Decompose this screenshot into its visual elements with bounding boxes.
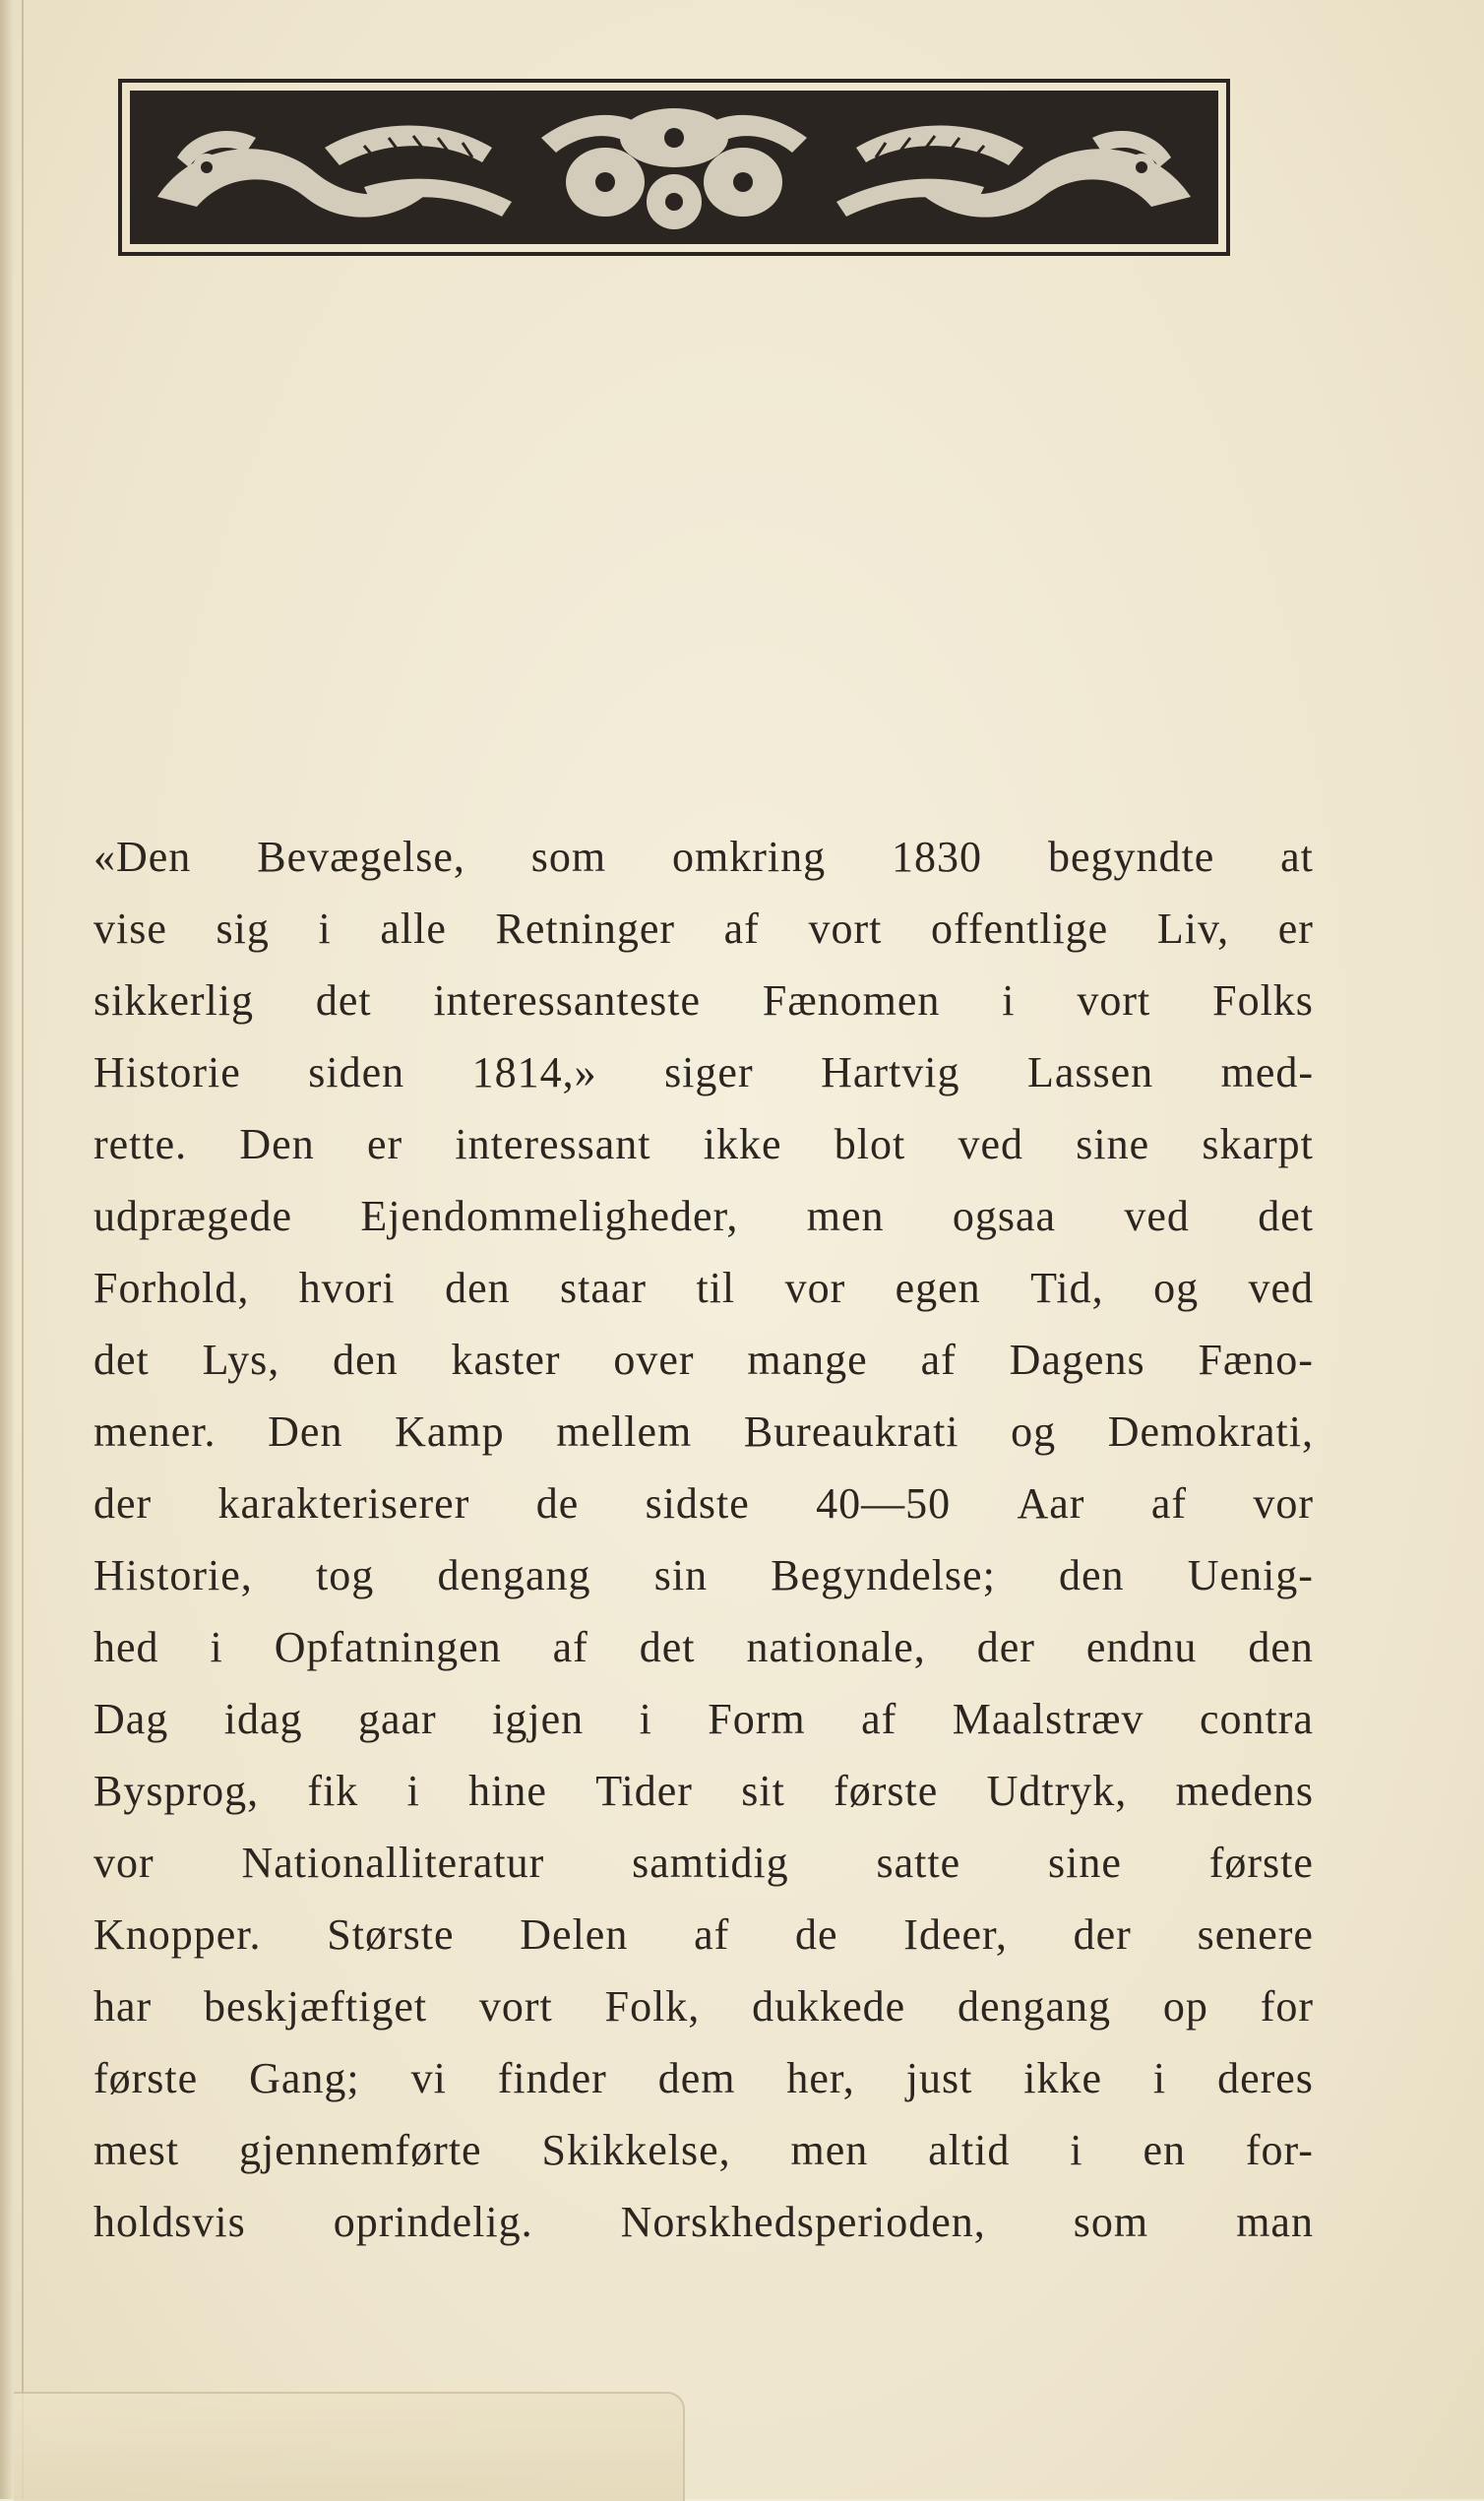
- word: sin: [653, 1551, 709, 1599]
- word: udprægede: [93, 1192, 293, 1240]
- word: oprindelig.: [333, 2198, 533, 2246]
- word: dukkede: [752, 1982, 906, 2031]
- word: ved: [1124, 1192, 1190, 1240]
- text-line: [93, 1119, 1314, 1191]
- text-line: [93, 1550, 1314, 1622]
- word: den: [445, 1264, 511, 1312]
- word: just: [905, 2054, 973, 2102]
- word: senere: [1197, 1910, 1314, 1959]
- word: det: [639, 1623, 696, 1671]
- word: som: [1073, 2198, 1149, 2246]
- word: vise: [93, 905, 167, 953]
- word: til: [696, 1264, 736, 1312]
- word: interessanteste: [433, 976, 702, 1025]
- word: kaster: [451, 1336, 561, 1384]
- word: i: [318, 905, 332, 953]
- word: ikke: [703, 1120, 782, 1168]
- word: samtidig: [632, 1839, 789, 1887]
- word: over: [613, 1336, 695, 1384]
- word: op: [1162, 1982, 1208, 2031]
- word: af: [920, 1336, 957, 1384]
- text-line: [93, 1407, 1314, 1478]
- word: vor: [784, 1264, 846, 1312]
- word: karakteriserer: [217, 1479, 470, 1528]
- word: begyndte: [1047, 833, 1215, 881]
- word: af: [694, 1910, 730, 1959]
- word: det: [93, 1336, 150, 1384]
- word: igjen: [492, 1695, 585, 1743]
- text-line: [93, 1694, 1314, 1766]
- word: vor: [93, 1839, 155, 1887]
- word: af: [723, 905, 760, 953]
- word: dengang: [958, 1982, 1112, 2031]
- word: 40—50: [816, 1479, 952, 1528]
- word: Begyndelse;: [771, 1551, 996, 1599]
- word: sidste: [645, 1479, 750, 1528]
- word: er: [366, 1120, 403, 1168]
- word: i: [406, 1767, 420, 1815]
- text-line: [93, 1981, 1314, 2053]
- word: men: [790, 2126, 869, 2174]
- word: sig: [216, 905, 270, 953]
- word: Historie,: [93, 1551, 253, 1599]
- word: sine: [1048, 1839, 1122, 1887]
- headpiece-svg: [118, 79, 1230, 256]
- word: siden: [308, 1048, 405, 1096]
- word: vi: [410, 2054, 447, 2102]
- word: hed: [93, 1623, 159, 1671]
- body-text: [93, 832, 1314, 2269]
- word: tog: [315, 1551, 375, 1599]
- word: finder: [497, 2054, 607, 2102]
- word: Lys,: [202, 1336, 280, 1384]
- word: for-: [1245, 2126, 1314, 2174]
- text-line: [93, 1622, 1314, 1694]
- word: Form: [708, 1695, 806, 1743]
- text-line: [93, 975, 1314, 1047]
- text-line: [93, 1191, 1314, 1263]
- word: rette.: [93, 1120, 188, 1168]
- word: deres: [1217, 2054, 1314, 2102]
- text-line: [93, 2053, 1314, 2125]
- word: de: [535, 1479, 580, 1528]
- word: den: [1248, 1623, 1314, 1671]
- text-line: [93, 1909, 1314, 1981]
- word: Opfatningen: [274, 1623, 502, 1671]
- word: medens: [1175, 1767, 1314, 1815]
- word: det: [1258, 1192, 1314, 1240]
- word: der: [1073, 1910, 1132, 1959]
- word: satte: [876, 1839, 961, 1887]
- word: Fæno-: [1198, 1336, 1314, 1384]
- word: ogsaa: [952, 1192, 1057, 1240]
- text-line: [93, 1838, 1314, 1909]
- word: interessant: [455, 1120, 651, 1168]
- word: Folk,: [604, 1982, 701, 2031]
- word: staar: [560, 1264, 648, 1312]
- word: er: [1277, 905, 1314, 953]
- word: Hartvig: [821, 1048, 960, 1096]
- word: Ejendommeligheder,: [360, 1192, 739, 1240]
- word: sit: [741, 1767, 785, 1815]
- word: siger: [664, 1048, 754, 1096]
- word: her,: [786, 2054, 855, 2102]
- word: den: [1059, 1551, 1125, 1599]
- word: omkring: [672, 833, 827, 881]
- word: de: [795, 1910, 838, 1959]
- word: første: [834, 1767, 939, 1815]
- word: og: [1011, 1407, 1057, 1456]
- text-line: [93, 1263, 1314, 1335]
- word: 1830: [892, 833, 983, 881]
- text-line: [93, 2125, 1314, 2197]
- headpiece-ornament-icon: [118, 79, 1230, 256]
- word: og: [1153, 1264, 1200, 1312]
- word: Dagens: [1009, 1336, 1145, 1384]
- word: blot: [834, 1120, 906, 1168]
- word: Fænomen: [762, 976, 941, 1025]
- word: Kamp: [395, 1407, 505, 1456]
- page-binding-edge: [0, 0, 14, 2499]
- word: holdsvis: [93, 2198, 246, 2246]
- word: mener.: [93, 1407, 216, 1456]
- word: mellem: [556, 1407, 693, 1456]
- word: der: [976, 1623, 1035, 1671]
- word: af: [552, 1623, 588, 1671]
- word: der: [93, 1479, 153, 1528]
- word: Demokrati,: [1107, 1407, 1314, 1456]
- word: egen: [895, 1264, 981, 1312]
- word: at: [1280, 833, 1314, 881]
- word: Norskhedsperioden,: [620, 2198, 986, 2246]
- word: mest: [93, 2126, 180, 2174]
- text-line: [93, 1047, 1314, 1119]
- word: Udtryk,: [986, 1767, 1128, 1815]
- word: i: [1070, 2126, 1083, 2174]
- word: man: [1236, 2198, 1314, 2246]
- word: Delen: [520, 1910, 629, 1959]
- word: altid: [928, 2126, 1011, 2174]
- word: skarpt: [1202, 1120, 1314, 1168]
- word: ved: [958, 1120, 1023, 1168]
- word: contra: [1199, 1695, 1314, 1743]
- word: har: [93, 1982, 153, 2031]
- word: hine: [468, 1767, 547, 1815]
- word: mange: [747, 1336, 868, 1384]
- word: Maalstræv: [952, 1695, 1144, 1743]
- text-line: [93, 904, 1314, 975]
- word: Den: [239, 1120, 315, 1168]
- text-line: [93, 2197, 1314, 2269]
- word: Knopper.: [93, 1910, 262, 1959]
- word: ved: [1248, 1264, 1314, 1312]
- word: Tid,: [1030, 1264, 1104, 1312]
- page-fold-corner: [14, 2392, 685, 2501]
- word: vort: [478, 1982, 553, 2031]
- word: fik: [307, 1767, 359, 1815]
- word: Uenig-: [1187, 1551, 1314, 1599]
- word: i: [1002, 976, 1016, 1025]
- word: i: [1152, 2054, 1167, 2102]
- word: Bureaukrati: [743, 1407, 959, 1456]
- word: Liv,: [1156, 905, 1230, 953]
- word: sikkerlig: [93, 976, 254, 1025]
- word: 1814,»: [471, 1048, 597, 1096]
- word: vort: [1077, 976, 1151, 1025]
- word: gjennemførte: [239, 2126, 482, 2174]
- word: endnu: [1085, 1623, 1198, 1671]
- word: gaar: [357, 1695, 437, 1743]
- word: Nationalliteratur: [241, 1839, 545, 1887]
- word: Den: [268, 1407, 343, 1456]
- word: af: [1150, 1479, 1187, 1528]
- word: «Den: [93, 833, 192, 881]
- word: Dag: [93, 1695, 169, 1743]
- word: Skikkelse,: [541, 2126, 731, 2174]
- word: Største: [327, 1910, 455, 1959]
- word: Aar: [1017, 1479, 1085, 1528]
- word: men: [806, 1192, 885, 1240]
- text-line: [93, 1335, 1314, 1407]
- word: Bevægelse,: [257, 833, 465, 881]
- word: første: [1208, 1839, 1314, 1887]
- word: ikke: [1023, 2054, 1102, 2102]
- word: dengang: [437, 1551, 591, 1599]
- text-line: [93, 1766, 1314, 1838]
- word: første: [93, 2054, 199, 2102]
- word: Tider: [595, 1767, 693, 1815]
- word: med-: [1220, 1048, 1314, 1096]
- text-line: [93, 832, 1314, 904]
- word: det: [315, 976, 372, 1025]
- word: i: [639, 1695, 652, 1743]
- word: offentlige: [930, 905, 1109, 953]
- word: idag: [223, 1695, 303, 1743]
- word: vort: [808, 905, 883, 953]
- page-margin-line: [22, 0, 24, 2499]
- word: Gang;: [249, 2054, 360, 2102]
- word: Ideer,: [903, 1910, 1008, 1959]
- word: hvori: [298, 1264, 396, 1312]
- word: dem: [657, 2054, 736, 2102]
- word: Historie: [93, 1048, 241, 1096]
- word: alle: [380, 905, 447, 953]
- word: vor: [1253, 1479, 1314, 1528]
- word: den: [333, 1336, 399, 1384]
- word: beskjæftiget: [204, 1982, 428, 2031]
- word: Retninger: [495, 905, 676, 953]
- word: Forhold,: [93, 1264, 250, 1312]
- word: sine: [1076, 1120, 1150, 1168]
- word: Folks: [1212, 976, 1314, 1025]
- word: i: [210, 1623, 223, 1671]
- word: Bysprog,: [93, 1767, 260, 1815]
- word: for: [1260, 1982, 1314, 2031]
- word: af: [861, 1695, 897, 1743]
- word: som: [530, 833, 607, 881]
- word: en: [1143, 2126, 1186, 2174]
- word: nationale,: [746, 1623, 926, 1671]
- text-line: [93, 1478, 1314, 1550]
- word: Lassen: [1026, 1048, 1154, 1096]
